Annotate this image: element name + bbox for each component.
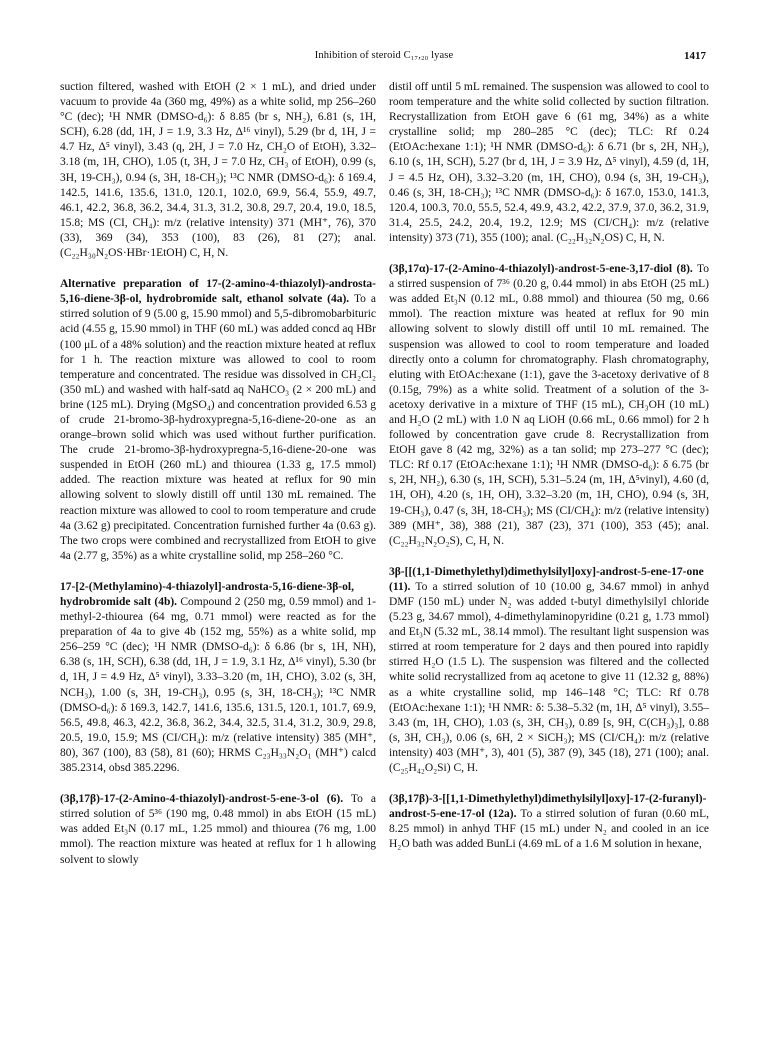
experimental-section: [389, 565, 709, 776]
section-title: (3β,17β)-3-[[1,1-Dimethylethyl)dimethylsilyl]oxy]-17-(2-furanyl)-androst-5-ene-17-ol (12a).: [389, 793, 707, 821]
right-column: [389, 80, 709, 853]
section-title: 3β-[[(1,1-Dimethylethyl)dimethylsilyl]oxy]-androst-5-ene-17-one (11).: [389, 565, 704, 593]
paragraph-body: distil off until 5 mL remained. The suspension was allowed to cool to room temperature and the white solid collected by suction filtration. Recrystallization from EtOH gave 6 (61 mg, 34%) as a white crystalline solid; mp 280–285 °C (dec); TLC: Rf 0.24 (EtOAc:hexane 1:1); ¹H NMR (DMSO-d₆): δ 6.71 (br s, 2H, NH₂), 6.10 (s, 1H, SCH), 5.27 (br d, 1H, J = 3.9 Hz, Δ⁵ vinyl), 4.59 (d, 1H, J = 4.5 Hz, OH), 3.32–3.20 (m, 1H, CHO), 0.94 (s, 3H, 19-CH₃), 0.46 (s, 3H, 18-CH₃); ¹³C NMR (DMSO-d₆): δ 167.0, 153.0, 141.3, 120.4, 100.3, 70.0, 55.5, 52.4, 49.9, 43.2, 42.2, 37.9, 37.0, 36.2, 31.9, 31.4, 25.5, 24.2, 20.4, 19.2, 12.9; MS (CI/CH₄): m/z (relative intensity) 373 (71), 355 (100); anal. (C₂₂H₃₂N₂OS) C, H, N.: [389, 81, 709, 244]
experimental-section: [60, 580, 376, 776]
left-column: [60, 80, 376, 868]
section-title: Alternative preparation of 17-(2-amino-4-thiazolyl)-androsta-5,16-diene-3β-ol, hydrobromide salt, ethanol solvate (4a).: [60, 278, 376, 306]
section-body: To a stirred solution of 9 (5.00 g, 15.90 mmol) and 5,5-dibromobarbituric acid (4.55 g, 15.90 mmol) in THF (60 mL) was added concd aq HBr (100 μL of a 48% solution) and the reaction mixture heated at reflux for 1 h. The reaction mixture was allowed to cool to room temperature and concentrated. The residue was dissolved in CH₂Cl₂ (350 mL) and washed with half-satd aq NaHCO₃ (2 × 200 mL) and brine (125 mL). Drying (MgSO₄) and concentration provided 6.53 g of crude 21-bromo-3β-hydroxypregna-5,16-diene-20-one as an orange–brown solid which was used without further purification. The crude 21-bromo-3β-hydroxypregna-5,16-diene-20-one was suspended in EtOH (260 mL) and thiourea (1.33 g, 17.5 mmol) added. The reaction mixture was heated at reflux for 90 min allowing solvent to slowly distill off until 130 mL remained. The reaction mixture was allowed to cool to room temperature and crude 4a (3.62 g) precipitated. Concentration furnished further 4a (0.63 g). The two crops were combined and recrystallized from EtOH to give 4a (2.77 g, 35%) as a white crystalline solid, mp 258–260 °C.: [60, 293, 376, 562]
section-body: To a stirred solution of 5³⁶ (190 mg, 0.48 mmol) in abs EtOH (15 mL) was added Et₃N (0.17 mL, 1.25 mmol) and thiourea (76 mg, 1.00 mmol). The reaction mixture was heated at reflux for 1 h allowing solvent to slowly: [60, 793, 376, 866]
paragraph-continued: [389, 80, 709, 246]
experimental-section: [389, 792, 709, 852]
section-title: (3β,17β)-17-(2-Amino-4-thiazolyl)-androst-5-ene-3-ol (6).: [60, 793, 344, 806]
section-title: 17-[2-(Methylamino)-4-thiazolyl]-androsta-5,16-diene-3β-ol, hydrobromide salt (4b).: [60, 580, 354, 608]
paragraph-body: suction filtered, washed with EtOH (2 × 1 mL), and dried under vacuum to provide 4a (360 mg, 49%) as a white solid, mp 256–260 °C (dec); ¹H NMR (DMSO-d₆): δ 8.85 (br s, NH₂), 6.81 (s, 1H, SCH), 6.28 (dd, 1H, J = 1.9, 3.3 Hz, Δ¹⁶ vinyl), 5.29 (br d, 1H, J = 4.7 Hz, Δ⁵ vinyl), 3.43 (q, 2H, J = 7.0 Hz, CH₂O of EtOH), 3.32–3.18 (m, 1H, CHO), 1.05 (t, 3H, J = 7.0 Hz, CH₃ of EtOH), 0.99 (s, 3H, 19-CH₃), 0.94 (s, 3H, 18-CH₃); ¹³C NMR (DMSO-d₆): δ 169.4, 142.5, 141.6, 135.6, 131.0, 120.1, 102.0, 69.9, 56.4, 55.9, 49.7, 46.1, 42.2, 36.8, 36.2, 34.4, 31.3, 31.2, 30.8, 29.7, 20.4, 19.0, 18.5, 15.8; MS (CI, CH₄): m/z (relative intensity) 371 (MH⁺, 76), 370 (33), 369 (34), 353 (100), 83 (26), 81 (27); anal. (C₂₂H₃₀N₂OS·HBr·1EtOH) C, H, N.: [60, 81, 376, 260]
running-head: Inhibition of steroid C₁₇,₂₀ lyase: [314, 50, 454, 61]
experimental-section: [60, 792, 376, 867]
page-number: 1417: [684, 50, 706, 62]
paragraph-continued: [60, 80, 376, 261]
experimental-section: [389, 262, 709, 549]
page-header: [0, 50, 768, 70]
experimental-section: [60, 277, 376, 564]
section-body: To a stirred solution of 10 (10.00 g, 34.67 mmol) in anhyd DMF (150 mL) under N₂ was added t-butyl dimethylsilyl chloride (5.23 g, 34.67 mmol), 4-dimethylaminopyridine (0.21 g, 1.73 mmol) and Et₃N (5.32 mL, 38.14 mmol). The resultant light suspension was stirred at room temperature for 2 days and then poured into rapidly stirred H₂O (1.5 L). The suspension was filtered and the collected white solid recrystallized from aq acetone to give 11 (12.32 g, 88%) as a white crystalline solid, mp 146–148 °C; TLC: Rf 0.78 (EtOAc:hexane 1:1); ¹H NMR: δ: 5.38–5.32 (m, 1H, Δ⁵ vinyl), 3.55–3.43 (m, 1H, CHO), 1.03 (s, 3H, CH₃), 0.89 [s, 9H, C(CH₃)₃], 0.88 (s, 3H, CH₃), 0.06 (s, 6H, 2 × SiCH₃); MS (CI/CH₄): m/z (relative intensity) 403 (MH⁺, 3), 401 (5), 387 (9), 345 (18), 271 (100); anal. (C₂₅H₄₂O₂Si) C, H.: [389, 580, 709, 775]
section-body: Compound 2 (250 mg, 0.59 mmol) and 1-methyl-2-thiourea (64 mg, 0.71 mmol) were reacted as for the preparation of 4a to give 4b (152 mg, 55%) as a white solid, mp 256–259 °C (dec); ¹H NMR (DMSO-d₆): δ 6.86 (br s, 1H, NH), 6.38 (s, 1H, SCH), 6.38 (dd, 1H, J = 1.9, 3.1 Hz, Δ¹⁶ vinyl), 5.30 (br d, 1H, J = 4.9 Hz, Δ⁵ vinyl), 3.33–3.20 (m, 1H, CHO), 3.02 (s, 3H, NCH₃), 1.00 (s, 3H, 19-CH₃), 0.95 (s, 3H, 18-CH₃); ¹³C NMR (DMSO-d₆): δ 169.3, 142.7, 141.6, 135.6, 131.5, 120.1, 101.7, 69.9, 56.5, 49.8, 46.3, 42.2, 36.8, 36.2, 34.4, 32.5, 31.4, 31.2, 30.9, 29.8, 20.5, 19.0, 15.9; MS (CI/CH₄): m/z (relative intensity) 385 (MH⁺, 80), 367 (100), 83 (58), 81 (60); HRMS C₂₃H₃₃N₂O₁ (MH⁺) calcd 385.2314, obsd 385.2296.: [60, 596, 377, 775]
section-body: To a stirred suspension of 7³⁶ (0.20 g, 0.44 mmol) in abs EtOH (25 mL) was added Et₃N (0.12 mL, 0.88 mmol) and thiourea (50 mg, 0.66 mmol). The reaction mixture was heated at reflux for 90 min allowing solvent to slowly distill off until 10 mL remained. The suspension was allowed to cool to room temperature and loaded directly onto a column for chromatography. Flash chromatography, eluting with EtOAc:hexane (1:1), gave the 3-acetoxy derivative of 8 (0.15g, 79%) as a white solid. Treatment of a solution of the 3-acetoxy derivative in a mixture of THF (15 mL), CH₃OH (10 mL) and H₂O (2 mL) with 1.0 N aq LiOH (0.66 mL, 0.66 mmol) for 2 h followed by concentration gave crude 8. Recrystallization from EtOH gave 8 (42 mg, 32%) as a tan solid; mp 273–277 °C (dec); TLC: Rf 0.17 (EtOAc:hexane 1:1); ¹H NMR (DMSO-d₆): δ 6.75 (br s, 2H, NH₂), 6.30 (s, 1H, SCH), 5.31–5.24 (m, 1H, Δ⁵vinyl), 4.60 (d, 1H, OH), 4.20 (s, 1H, OH), 3.32–3.20 (m, 1H, CHO), 0.94 (s, 3H, 19-CH₃), 0.47 (s, 3H, 18-CH₃); MS (CI/CH₄): m/z (relative intensity) 389 (MH⁺, 38), 388 (21), 387 (23), 371 (100), 353 (45); anal. (C₂₂H₃₂N₂O₂S), C, H, N.: [389, 263, 709, 547]
section-title: (3β,17α)-17-(2-Amino-4-thiazolyl)-androst-5-ene-3,17-diol (8).: [389, 263, 693, 276]
section-body: To a stirred solution of furan (0.60 mL, 8.25 mmol) in anhyd THF (15 mL) under N₂ and cooled in an ice H₂O bath was added BunLi (4.69 mL of a 1.6 M solution in hexane,: [389, 808, 709, 851]
